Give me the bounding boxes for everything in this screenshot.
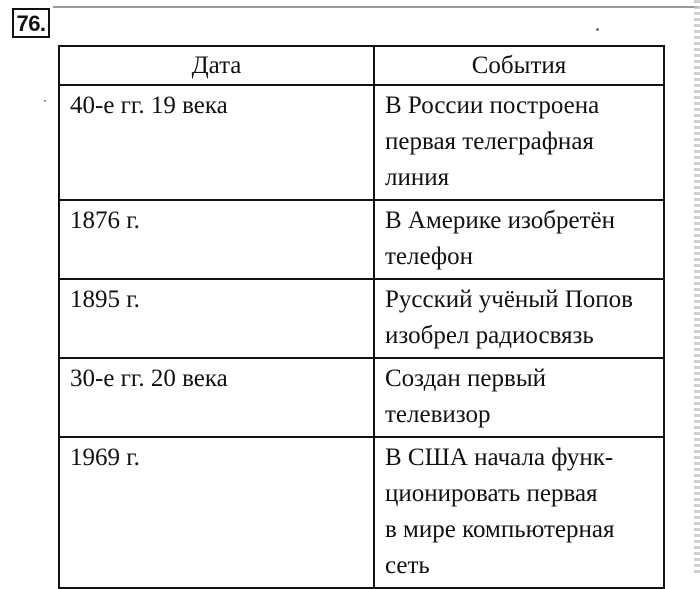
- table-row: [59, 200, 664, 279]
- event-cell: [374, 437, 664, 588]
- table-header-row: [59, 46, 664, 85]
- events-table: [58, 45, 665, 589]
- event-cell: [374, 200, 664, 279]
- event-text: Создан первый телевизор: [385, 365, 546, 428]
- table-row: [59, 358, 664, 437]
- event-cell: [374, 85, 664, 200]
- date-cell: 1969 г.: [59, 437, 374, 588]
- table-row: [59, 437, 664, 588]
- task-number-box: 76.: [12, 8, 50, 38]
- date-cell: 40-е гг. 19 века: [59, 85, 374, 200]
- header-date: Дата: [59, 46, 374, 85]
- event-text: В США начала функ- ционировать первая в мире компьютерная сеть: [385, 444, 615, 579]
- table-row: [59, 85, 664, 200]
- date-cell: 1895 г.: [59, 279, 374, 358]
- event-text: В России построена первая телеграфная линия: [385, 92, 600, 191]
- event-cell: [374, 279, 664, 358]
- event-text: В Америке изобретён телефон: [385, 207, 615, 270]
- header-events: События: [374, 46, 664, 85]
- page-edge-shadow: [694, 0, 700, 574]
- date-cell: 30-е гг. 20 века: [59, 358, 374, 437]
- scan-speck: [596, 28, 599, 31]
- event-text: Русский учёный Попов изобрел радиосвязь: [385, 286, 633, 349]
- scan-speck: [44, 100, 46, 102]
- top-rule: [53, 6, 698, 8]
- table-row: [59, 279, 664, 358]
- event-cell: [374, 358, 664, 437]
- date-cell: 1876 г.: [59, 200, 374, 279]
